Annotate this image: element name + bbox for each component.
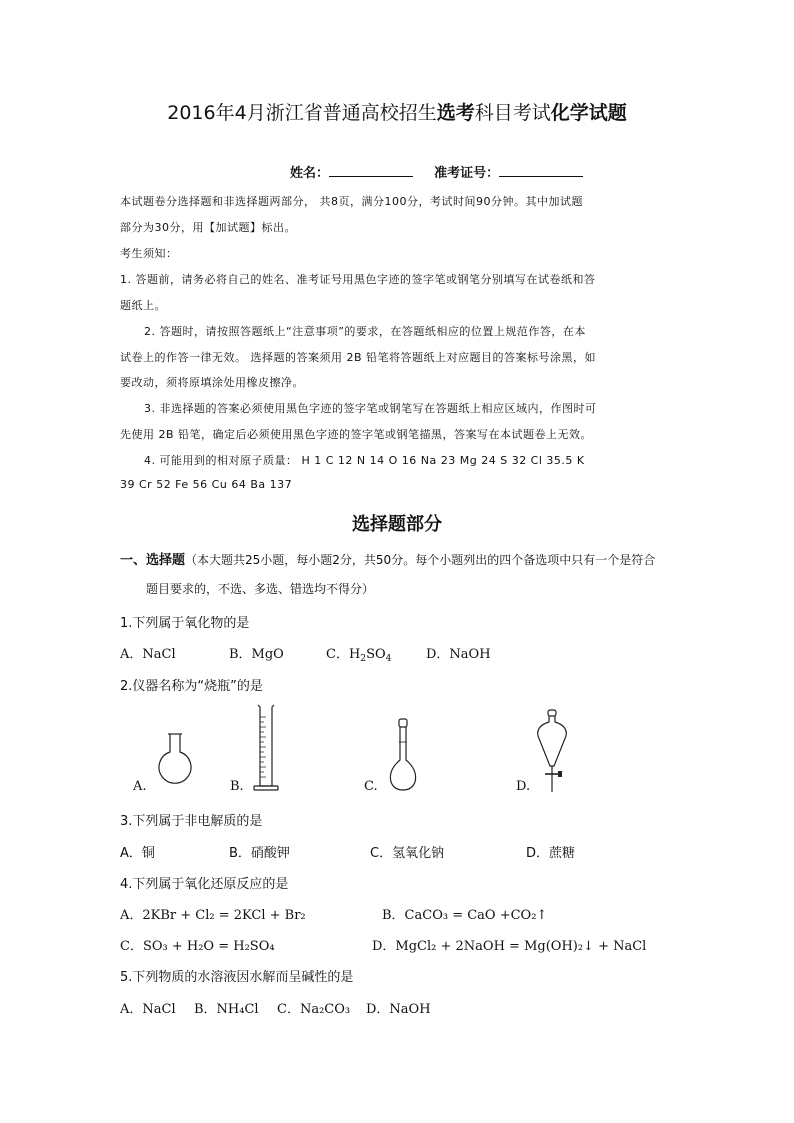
title-part-2: 选考 xyxy=(436,102,475,124)
page-title xyxy=(0,98,794,125)
notice-item-2-line-2: 试卷上的作答一律无效。 选择题的答案须用 2B 铅笔将答题纸上对应题目的答案标号涂黑，如 xyxy=(120,351,597,364)
notice-heading: 考生须知： xyxy=(120,247,178,260)
q2-option-d: D. xyxy=(516,779,531,794)
candidate-info xyxy=(290,162,583,181)
q4-stem: 4.下列属于氧化还原反应的是 xyxy=(120,877,289,892)
notice-item-2-line-1: 2. 答题时，请按照答题纸上“注意事项”的要求，在答题纸相应的位置上规范作答，在本 xyxy=(144,325,586,338)
title-part-3: 科目考试 xyxy=(474,102,551,124)
intro-line-1: 本试题卷分选择题和非选择题两部分， 共8页，满分100分，考试时间90分钟。其中加试题 xyxy=(120,195,583,208)
q1-stem: 1.下列属于氧化物的是 xyxy=(120,616,250,631)
q3-option-b: B．硝酸钾 xyxy=(229,846,290,861)
q1-option-b: B．MgO xyxy=(229,647,284,662)
notice-item-3-line-2: 先使用 2B 铅笔，确定后必须使用黑色字迹的签字笔或钢笔描黑，答案写在本试题卷上无效。 xyxy=(120,428,593,441)
q2-option-a: A. xyxy=(133,779,147,794)
q5-option-d: D．NaOH xyxy=(366,1002,431,1017)
title-part-1: 2016年4月浙江省普通高校招生 xyxy=(167,102,437,124)
q3-option-d: D．蔗糖 xyxy=(526,846,576,861)
q2-option-c: C. xyxy=(364,779,378,794)
q5-option-b: B．NH₄Cl xyxy=(194,1002,259,1017)
intro-line-2: 部分为30分，用【加试题】标出。 xyxy=(120,221,296,234)
q5-option-c: C．Na₂CO₃ xyxy=(277,1002,351,1017)
name-blank[interactable] xyxy=(329,164,413,177)
id-blank[interactable] xyxy=(499,164,583,177)
section-heading-line-2: 题目要求的，不选、多选、错选均不得分） xyxy=(146,582,375,596)
q1-option-c: C．$H_2SO_4$ xyxy=(326,647,392,664)
section-title: 选择题部分 xyxy=(352,514,442,535)
notice-item-2-line-3: 要改动，须将原填涂处用橡皮擦净。 xyxy=(120,376,304,389)
q3-stem: 3.下列属于非电解质的是 xyxy=(120,814,263,829)
round-bottom-flask-icon xyxy=(150,732,200,792)
q4-option-c: C．SO₃ + H₂O = H₂SO₄ xyxy=(120,939,275,954)
volumetric-flask-icon xyxy=(384,716,424,796)
notice-item-1-line-1: 1. 答题前，请务必将自己的姓名、准考证号用黑色字迹的签字笔或钢笔分别填写在试卷纸和答 xyxy=(120,273,596,286)
q3-option-c: C．氢氧化钠 xyxy=(370,846,445,861)
q2-stem: 2.仪器名称为“烧瓶”的是 xyxy=(120,679,263,694)
section-heading-rest: （本大题共25小题，每小题2分，共50分。每个小题列出的四个备选项中只有一个是符合 xyxy=(185,553,656,567)
q2-option-b: B. xyxy=(230,779,244,794)
q4-option-d: D．MgCl₂ + 2NaOH = Mg(OH)₂↓ + NaCl xyxy=(372,939,647,954)
notice-item-3-line-1: 3. 非选择题的答案必须使用黑色字迹的签字笔或钢笔写在答题纸上相应区域内，作图时可 xyxy=(144,402,597,415)
notice-item-1-line-2: 题纸上。 xyxy=(120,299,166,312)
title-part-4: 化学试题 xyxy=(550,102,627,124)
q5-option-a: A．NaCl xyxy=(120,1002,176,1017)
graduated-cylinder-icon xyxy=(246,702,286,794)
name-label: 姓名： xyxy=(290,166,330,181)
q3-option-a: A．铜 xyxy=(120,846,155,861)
q1-option-a: A．NaCl xyxy=(120,647,176,662)
notice-item-4-line-2: 39 Cr 52 Fe 56 Cu 64 Ba 137 xyxy=(120,478,293,491)
section-heading-bold: 一、选择题 xyxy=(120,553,186,568)
separatory-funnel-icon xyxy=(528,708,578,798)
q1-option-d: D．NaOH xyxy=(426,647,491,662)
section-heading xyxy=(120,549,655,568)
notice-item-4-line-1: 4. 可能用到的相对原子质量： H 1 C 12 N 14 O 16 Na 23 Mg 24 S 32 Cl 35.5 K xyxy=(144,454,585,467)
id-label: 准考证号： xyxy=(434,166,500,181)
q5-stem: 5.下列物质的水溶液因水解而呈碱性的是 xyxy=(120,970,354,985)
q4-option-b: B．CaCO₃ = CaO +CO₂↑ xyxy=(382,908,548,923)
q4-option-a: A．2KBr + Cl₂ = 2KCl + Br₂ xyxy=(120,908,306,923)
